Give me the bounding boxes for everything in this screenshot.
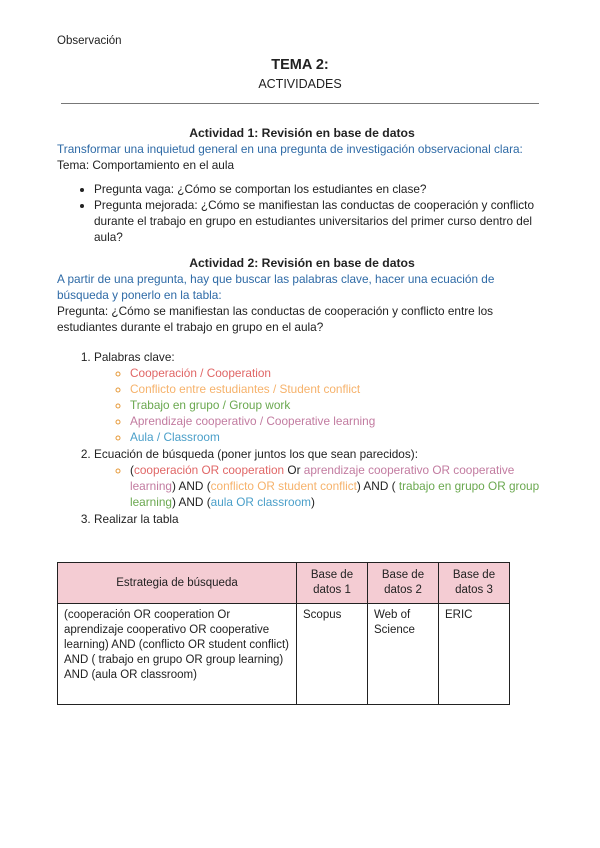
page-subtitle: ACTIVIDADES xyxy=(258,77,342,91)
activity2-question: Pregunta: ¿Cómo se manifiestan las conductas de cooperación y conflicto entre los estudiantes durante el trabajo en grupo en el aula? xyxy=(57,304,494,334)
keyword-list xyxy=(94,365,547,445)
eq-term-aprendizaje: aprendizaje cooperativo OR cooperative learning xyxy=(130,463,515,493)
equation-list xyxy=(94,462,547,510)
search-table xyxy=(57,562,510,705)
keyword-item: ◦ Aprendizaje cooperativo / Cooperative learning xyxy=(130,413,547,429)
table-cell: (cooperación OR cooperation Or aprendizaje cooperativo OR cooperative learning) AND (conflicto OR student conflict) AND ( trabajo en grupo OR group learning) AND (aula OR classroom) xyxy=(58,604,297,705)
step3-label: Realizar la tabla xyxy=(94,512,179,526)
page-title: TEMA 2: xyxy=(271,57,329,73)
activity2-instruction: A partir de una pregunta, hay que buscar las palabras clave, hacer una ecuación de búsqueda y ponerlo en la tabla: xyxy=(57,272,495,302)
activity1-heading: Actividad 1: Revisión en base de datos xyxy=(189,126,415,140)
eq-term-cooperacion: cooperación OR cooperation xyxy=(133,463,285,477)
table-cell: Web of Science xyxy=(368,604,439,705)
keyword-item: ◦ Aula / Classroom xyxy=(130,429,547,445)
step-item xyxy=(94,511,547,527)
table-cell: Scopus xyxy=(297,604,368,705)
keyword-item: ◦ Cooperación / Cooperation xyxy=(130,365,547,381)
table-header-cell: Base de datos 2 xyxy=(368,563,439,604)
step2-label: Ecuación de búsqueda (poner juntos los que sean parecidos): xyxy=(94,447,418,461)
step-item xyxy=(94,446,547,510)
step1-label: Palabras clave: xyxy=(94,350,175,364)
table-header-row xyxy=(58,563,510,604)
activity2-heading: Actividad 2: Revisión en base de datos xyxy=(189,256,415,270)
keyword-item: ◦ Trabajo en grupo / Group work xyxy=(130,397,547,413)
activity1-instruction: Transformar una inquietud general en una pregunta de investigación observacional clara: xyxy=(57,142,523,156)
keyword-item: ◦ Conflicto entre estudiantes / Student conflict xyxy=(130,381,547,397)
list-item: • Pregunta mejorada: ¿Cómo se manifiestan las conductas de cooperación y conflicto durante el trabajo en grupo en estudiantes universitarios del primer curso dentro del aula? xyxy=(94,197,547,245)
activity1-topic: Tema: Comportamiento en el aula xyxy=(57,158,235,172)
step-item xyxy=(94,349,547,445)
header-label: Observación xyxy=(57,35,122,47)
steps-list xyxy=(57,349,547,527)
content xyxy=(57,125,547,528)
table-header-cell: Base de datos 1 xyxy=(297,563,368,604)
search-equation: ◦ (cooperación OR cooperation Or aprendizaje cooperativo OR cooperative learning) AND (conflicto OR student conflict) AND ( trabajo en grupo OR group learning) AND (aula OR classroom) xyxy=(130,462,547,510)
divider xyxy=(61,103,539,104)
table-header-cell: Estrategia de búsqueda xyxy=(58,563,297,604)
table-header-cell: Base de datos 3 xyxy=(439,563,510,604)
eq-term-conflicto: conflicto OR student conflict xyxy=(210,479,357,493)
activity1-bullet-list xyxy=(57,181,547,245)
table-cell: ERIC xyxy=(439,604,510,705)
eq-term-aula: aula OR classroom xyxy=(210,495,311,509)
eq-term-trabajo: trabajo en grupo OR group learning xyxy=(130,479,540,509)
table-row xyxy=(58,604,510,705)
list-item: • Pregunta vaga: ¿Cómo se comportan los estudiantes en clase? xyxy=(94,181,547,197)
